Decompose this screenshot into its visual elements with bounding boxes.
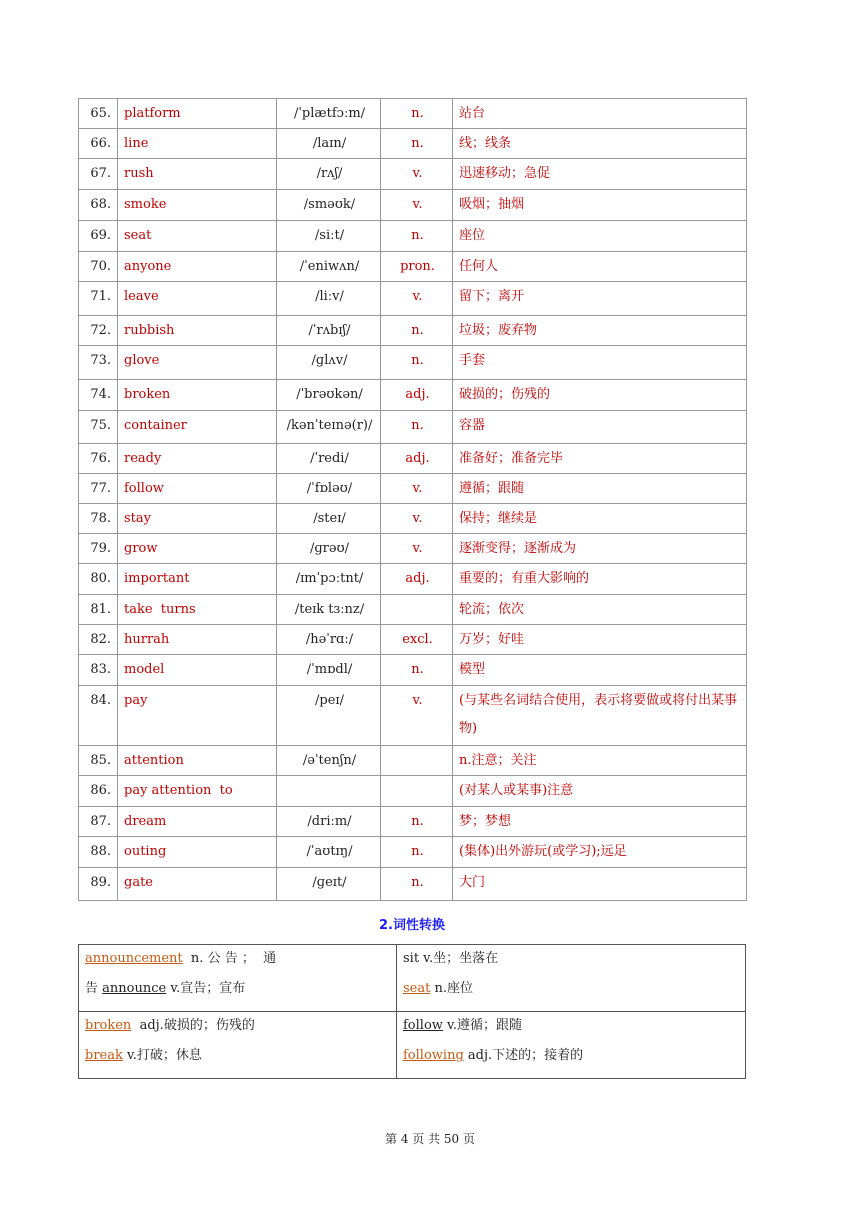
vocab-number: 77. [79, 474, 118, 504]
vocab-row [79, 746, 747, 776]
conversion-word: announcement [85, 951, 183, 966]
vocab-word: outing [118, 837, 277, 868]
vocab-number: 82. [79, 625, 118, 655]
vocab-row [79, 655, 747, 686]
vocab-meaning: 手套 [453, 346, 747, 380]
vocab-row [79, 316, 747, 346]
vocab-meaning: 保持；继续是 [453, 504, 747, 534]
vocab-row [79, 534, 747, 564]
vocab-part-of-speech: n. [381, 807, 453, 837]
conversion-cell [79, 1012, 397, 1079]
vocab-number: 65. [79, 99, 118, 129]
vocab-part-of-speech: excl. [381, 625, 453, 655]
vocab-phonetic: /ˈfɒləʊ/ [277, 474, 381, 504]
vocab-word: follow [118, 474, 277, 504]
vocab-meaning: 站台 [453, 99, 747, 129]
vocab-word: model [118, 655, 277, 686]
vocab-row [79, 282, 747, 316]
vocab-phonetic: /siːt/ [277, 221, 381, 252]
vocab-phonetic [277, 776, 381, 807]
vocab-part-of-speech: adj. [381, 564, 453, 595]
conversion-cell [79, 945, 397, 1012]
vocab-row [79, 625, 747, 655]
vocab-meaning: 迅速移动；急促 [453, 159, 747, 190]
vocab-word: rush [118, 159, 277, 190]
vocab-word: attention [118, 746, 277, 776]
vocab-meaning: n.注意；关注 [453, 746, 747, 776]
vocab-phonetic: /liːv/ [277, 282, 381, 316]
vocab-part-of-speech: v. [381, 190, 453, 221]
vocab-word: stay [118, 504, 277, 534]
vocab-phonetic: /sməʊk/ [277, 190, 381, 221]
vocab-word: ready [118, 444, 277, 474]
vocab-word: dream [118, 807, 277, 837]
vocab-number: 70. [79, 252, 118, 282]
conversion-text: 告 [85, 981, 103, 996]
vocab-number: 88. [79, 837, 118, 868]
vocab-word: grow [118, 534, 277, 564]
vocab-word: container [118, 411, 277, 444]
vocab-row [79, 411, 747, 444]
vocab-number: 76. [79, 444, 118, 474]
vocab-phonetic: /ˈbrəʊkən/ [277, 380, 381, 411]
vocab-part-of-speech: n. [381, 221, 453, 252]
conversion-word: seat [403, 981, 431, 996]
conversion-line [403, 1045, 739, 1075]
vocab-part-of-speech: v. [381, 686, 453, 746]
vocab-meaning: 吸烟；抽烟 [453, 190, 747, 221]
vocab-word: seat [118, 221, 277, 252]
vocab-number: 84. [79, 686, 118, 746]
vocab-row [79, 380, 747, 411]
vocab-phonetic: /həˈrɑː/ [277, 625, 381, 655]
vocab-part-of-speech: v. [381, 159, 453, 190]
vocab-word: rubbish [118, 316, 277, 346]
conversion-text: adj.破损的；伤残的 [131, 1018, 255, 1033]
vocab-row [79, 99, 747, 129]
vocab-number: 75. [79, 411, 118, 444]
vocab-part-of-speech: v. [381, 282, 453, 316]
vocab-meaning: 破损的；伤残的 [453, 380, 747, 411]
conversion-text: n. 公 告 ； 通 [182, 951, 277, 966]
vocab-part-of-speech: n. [381, 655, 453, 686]
vocab-number: 68. [79, 190, 118, 221]
vocab-word: line [118, 129, 277, 159]
vocab-phonetic: /ˈplætfɔːm/ [277, 99, 381, 129]
vocab-meaning: (对某人或某事)注意 [453, 776, 747, 807]
vocab-phonetic: /ˈredi/ [277, 444, 381, 474]
vocab-part-of-speech: n. [381, 837, 453, 868]
conversion-cell [397, 945, 746, 1012]
vocab-part-of-speech: n. [381, 129, 453, 159]
vocab-word: pay [118, 686, 277, 746]
conversion-line [85, 948, 390, 978]
vocab-number: 74. [79, 380, 118, 411]
vocab-meaning: 模型 [453, 655, 747, 686]
vocab-part-of-speech: v. [381, 534, 453, 564]
vocab-row [79, 190, 747, 221]
vocab-row [79, 776, 747, 807]
vocab-row [79, 595, 747, 625]
vocab-word: glove [118, 346, 277, 380]
conversion-text: v.宣告；宣布 [166, 981, 246, 996]
vocab-number: 81. [79, 595, 118, 625]
vocab-meaning: (与某些名词结合使用，表示将要做或将付出某事物) [453, 686, 747, 746]
vocab-word: important [118, 564, 277, 595]
vocab-number: 72. [79, 316, 118, 346]
vocab-part-of-speech: adj. [381, 444, 453, 474]
conversion-line [85, 978, 390, 1008]
vocab-number: 67. [79, 159, 118, 190]
conversion-word: following [403, 1048, 464, 1063]
vocab-phonetic: /kənˈteɪnə(r)/ [277, 411, 381, 444]
section-title: 2.词性转换 [379, 918, 445, 933]
vocab-number: 86. [79, 776, 118, 807]
vocab-row [79, 159, 747, 190]
conversion-word: broken [85, 1018, 132, 1033]
vocab-number: 80. [79, 564, 118, 595]
vocab-phonetic: /rʌʃ/ [277, 159, 381, 190]
vocab-row [79, 868, 747, 901]
vocab-number: 69. [79, 221, 118, 252]
vocab-phonetic: /ɪmˈpɔːtnt/ [277, 564, 381, 595]
vocab-part-of-speech: adj. [381, 380, 453, 411]
vocab-word: gate [118, 868, 277, 901]
vocab-phonetic: /laɪn/ [277, 129, 381, 159]
vocab-phonetic: /ɡeɪt/ [277, 868, 381, 901]
vocab-meaning: 逐渐变得；逐渐成为 [453, 534, 747, 564]
vocab-phonetic: /ˈeniwʌn/ [277, 252, 381, 282]
vocab-meaning: 任何人 [453, 252, 747, 282]
vocab-meaning: 线；线条 [453, 129, 747, 159]
vocab-row [79, 346, 747, 380]
vocab-number: 87. [79, 807, 118, 837]
vocab-phonetic: /ˈrʌbɪʃ/ [277, 316, 381, 346]
vocab-row [79, 252, 747, 282]
vocab-number: 78. [79, 504, 118, 534]
conversion-line [85, 1015, 390, 1045]
vocab-part-of-speech: n. [381, 316, 453, 346]
conversion-cell [397, 1012, 746, 1079]
vocab-word: broken [118, 380, 277, 411]
conversion-line: sit v.坐；坐落在 [403, 951, 499, 966]
vocab-phonetic: /peɪ/ [277, 686, 381, 746]
vocab-number: 89. [79, 868, 118, 901]
vocab-row [79, 129, 747, 159]
vocab-row [79, 444, 747, 474]
vocabulary-table-body [79, 99, 747, 901]
vocab-meaning: 垃圾；废弃物 [453, 316, 747, 346]
vocab-number: 71. [79, 282, 118, 316]
vocab-number: 73. [79, 346, 118, 380]
vocab-phonetic: /ɡlʌv/ [277, 346, 381, 380]
vocab-meaning: 遵循；跟随 [453, 474, 747, 504]
conversion-text: v.遵循；跟随 [442, 1018, 522, 1033]
vocab-number: 66. [79, 129, 118, 159]
page-footer: 第 4 页 共 50 页 [385, 1132, 475, 1146]
conversion-text: n.座位 [430, 981, 473, 996]
vocab-phonetic: /əˈtenʃn/ [277, 746, 381, 776]
vocab-part-of-speech: n. [381, 411, 453, 444]
conversion-line [403, 978, 739, 1008]
vocab-meaning: 座位 [453, 221, 747, 252]
conversion-row [79, 1012, 746, 1079]
vocab-word: anyone [118, 252, 277, 282]
vocab-part-of-speech: n. [381, 346, 453, 380]
vocab-row [79, 564, 747, 595]
vocab-meaning: 梦；梦想 [453, 807, 747, 837]
vocab-word: hurrah [118, 625, 277, 655]
vocab-meaning: 留下；离开 [453, 282, 747, 316]
word-conversion-table [78, 944, 746, 1079]
vocab-number: 79. [79, 534, 118, 564]
vocab-row [79, 837, 747, 868]
vocab-row [79, 686, 747, 746]
conversion-text: v.打破；休息 [122, 1048, 202, 1063]
vocab-word: leave [118, 282, 277, 316]
vocab-phonetic: /driːm/ [277, 807, 381, 837]
vocab-number: 83. [79, 655, 118, 686]
conversion-word: break [85, 1048, 123, 1063]
vocab-meaning: 容器 [453, 411, 747, 444]
vocab-phonetic: /teɪk tɜːnz/ [277, 595, 381, 625]
vocab-meaning: 重要的；有重大影响的 [453, 564, 747, 595]
vocab-phonetic: /ɡrəʊ/ [277, 534, 381, 564]
vocab-part-of-speech [381, 595, 453, 625]
conversion-row [79, 945, 746, 1012]
vocab-phonetic: /steɪ/ [277, 504, 381, 534]
vocabulary-table [78, 98, 747, 901]
vocab-part-of-speech [381, 776, 453, 807]
vocab-word: smoke [118, 190, 277, 221]
vocab-meaning: 轮流；依次 [453, 595, 747, 625]
vocab-part-of-speech: v. [381, 504, 453, 534]
conversion-word: follow [403, 1018, 443, 1033]
vocab-part-of-speech: pron. [381, 252, 453, 282]
conversion-line [403, 1015, 739, 1045]
vocab-meaning: 万岁；好哇 [453, 625, 747, 655]
vocab-number: 85. [79, 746, 118, 776]
vocab-meaning: 大门 [453, 868, 747, 901]
vocab-meaning: (集体)出外游玩(或学习);远足 [453, 837, 747, 868]
conversion-text: adj.下述的；接着的 [463, 1048, 584, 1063]
vocab-phonetic: /ˈmɒdl/ [277, 655, 381, 686]
vocab-meaning: 准备好；准备完毕 [453, 444, 747, 474]
vocab-word: pay attention to [118, 776, 277, 807]
conversion-word: announce [102, 981, 167, 996]
vocab-part-of-speech [381, 746, 453, 776]
vocab-word: take turns [118, 595, 277, 625]
vocab-part-of-speech: n. [381, 99, 453, 129]
vocab-word: platform [118, 99, 277, 129]
vocab-row [79, 221, 747, 252]
vocab-phonetic: /ˈaʊtɪŋ/ [277, 837, 381, 868]
vocab-part-of-speech: n. [381, 868, 453, 901]
vocab-row [79, 474, 747, 504]
vocab-part-of-speech: v. [381, 474, 453, 504]
conversion-line [85, 1045, 390, 1075]
vocab-row [79, 504, 747, 534]
vocab-row [79, 807, 747, 837]
